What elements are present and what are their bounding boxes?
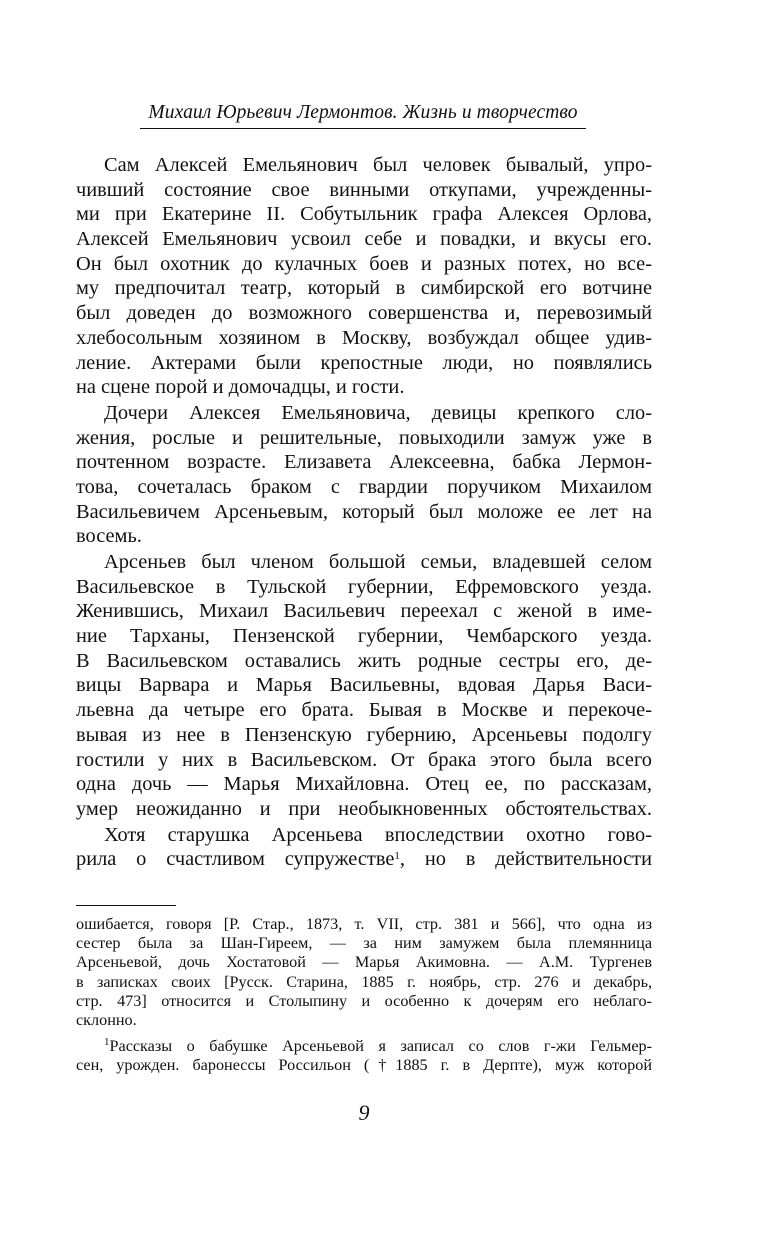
text-line: хлебосольным хозяином в Москву, возбуждал общее удив- xyxy=(76,326,652,349)
page-number: 9 xyxy=(358,1100,370,1125)
footnote-line xyxy=(76,1037,652,1056)
text-line: ние Тарханы, Пензенской губернии, Чембарского уезда. xyxy=(76,625,652,648)
text-line: гостили у них в Васильевском. От брака этого была всего xyxy=(76,748,652,771)
footnote-marker: 1 xyxy=(104,1036,110,1049)
text-line: умер неожиданно и при необыкновенных обстоятельствах. xyxy=(76,797,652,820)
text-line: чивший состояние свое винными откупами, учрежденны- xyxy=(76,178,652,201)
footnote-line: ошибается, говоря [Р. Стар., 1873, т. VII, стр. 381 и 566], что одна из xyxy=(76,915,652,933)
footnote-text: Рассказы о бабушке Арсеньевой я записал со слов г-жи Гельмер- xyxy=(109,1037,652,1056)
running-title: Михаил Юрьевич Лермонтов. Жизнь и творчество xyxy=(148,102,578,123)
text-fragment: , но в действительности xyxy=(399,848,652,871)
header-rule xyxy=(140,128,586,129)
footnote-1 xyxy=(76,1037,652,1075)
footnote-line: сестер была за Шан-Гиреем, — за ним замужем была племянница xyxy=(76,934,652,953)
text-line: Он был охотник до кулачных боев и разных потех, но все- xyxy=(76,252,652,275)
footnote-line: склонно. xyxy=(76,1010,137,1029)
text-line: Арсеньев был членом большой семьи, владевшей селом xyxy=(104,551,652,573)
main-text xyxy=(76,153,652,873)
text-line: льевна да четыре его брата. Бывая в Москве и перекоче- xyxy=(76,699,652,722)
text-line: почтенном возрасте. Елизавета Алексеевна, бабка Лермон- xyxy=(76,451,652,474)
text-line: ми при Екатерине II. Собутыльник графа Алексея Орлова, xyxy=(76,203,652,226)
footnote-line: Арсеньевой, дочь Хостатовой — Марья Акимовна. — А.М. Тургенев xyxy=(76,953,652,972)
text-line: Сам Алексей Емельянович был человек бывалый, упро- xyxy=(104,154,652,176)
text-line-with-footnote xyxy=(76,847,652,872)
text-line: жения, рослые и решительные, повыходили замуж уже в xyxy=(76,426,652,449)
text-line: В Васильевском оставались жить родные сестры его, де- xyxy=(76,649,652,672)
text-line: му предпочитал театр, который в симбирской его вотчине xyxy=(76,277,652,300)
footnote-continued xyxy=(76,915,652,1030)
footnote-line: сен, урожден. баронессы Россильон (†1885 г. в Дерпте), муж которой xyxy=(76,1056,652,1075)
paragraph-3 xyxy=(76,550,652,822)
footnote-line: в записках своих [Русск. Старина, 1885 г. ноябрь, стр. 276 и декабрь, xyxy=(76,972,652,991)
footnote-line: стр. 473] относится и Столыпину и особенно к дочерям его неблаго- xyxy=(76,991,652,1010)
text-line: Васильевское в Тульской губернии, Ефремовского уезда. xyxy=(76,575,652,598)
text-line: това, сочеталась браком с гвардии поручиком Михаилом xyxy=(76,475,652,498)
paragraph-4 xyxy=(76,823,652,872)
text-line: одна дочь — Марья Михайловна. Отец ее, по рассказам, xyxy=(76,773,652,796)
text-line: ление. Актерами были крепостные люди, но появлялись xyxy=(76,351,652,374)
text-line: Алексей Емельянович усвоил себе и повадки, и вкусы его. xyxy=(76,228,652,251)
text-line: Женившись, Михаил Васильевич переехал с женой в име- xyxy=(76,600,652,623)
text-line: восемь. xyxy=(76,525,142,548)
text-line: Васильевичем Арсеньевым, который был моложе ее лет на xyxy=(76,500,652,523)
text-line: был доведен до возможного совершенства и, перевозимый xyxy=(76,302,652,325)
text-fragment: рила о счастливом супружестве xyxy=(76,848,395,871)
text-line: на сцене порой и домочадцы, и гости. xyxy=(76,376,405,399)
paragraph-2 xyxy=(76,401,652,549)
text-line: Хотя старушка Арсеньева впоследствии охотно гово- xyxy=(104,823,652,846)
paragraph-1 xyxy=(76,153,652,400)
text-line: вицы Варвара и Марья Васильевны, вдовая Дарья Васи- xyxy=(76,674,652,697)
text-line: вывая из нее в Пензенскую губернию, Арсеньевы подолгу xyxy=(76,723,652,746)
footnote-reference[interactable]: 1 xyxy=(394,850,400,863)
text-line: Дочери Алексея Емельяновича, девицы крепкого сло- xyxy=(104,401,652,424)
footnotes xyxy=(76,915,652,1076)
footnote-separator xyxy=(76,905,176,906)
